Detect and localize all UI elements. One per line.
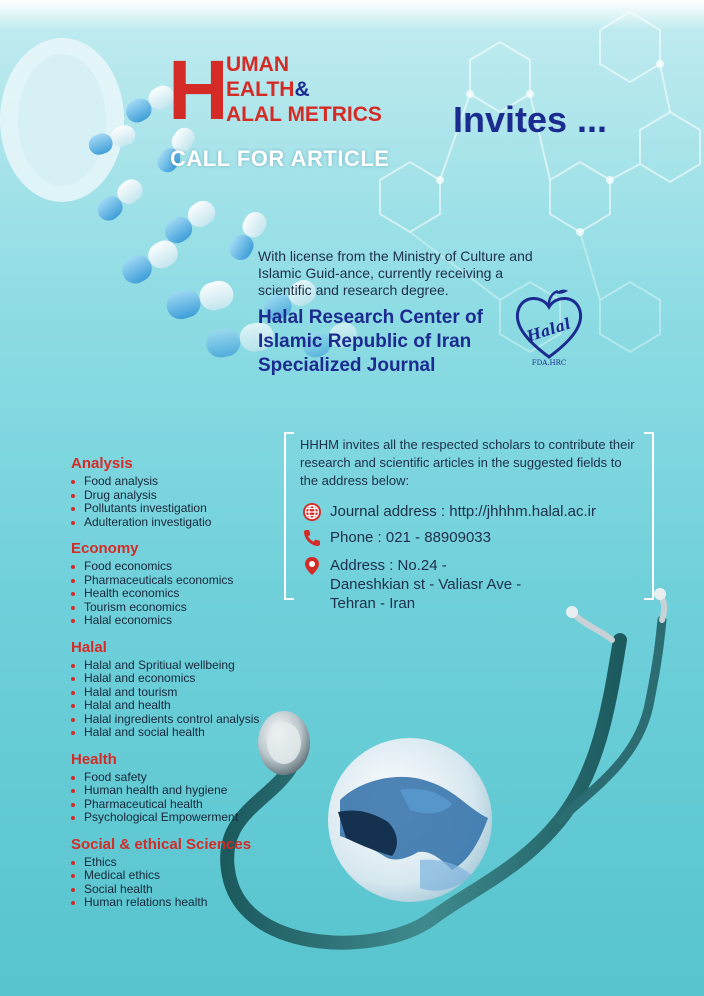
category-items	[60, 856, 300, 910]
phone-row	[302, 528, 491, 550]
list-item: Food analysis	[60, 475, 300, 489]
list-item: Halal and Spritiual wellbeing	[60, 659, 300, 673]
list-item: Pollutants investigation	[60, 502, 300, 516]
list-item: Human health and hygiene	[60, 784, 300, 798]
invitation-box	[284, 432, 654, 612]
category-title: Halal	[71, 638, 107, 656]
masthead-big-letter: H	[168, 43, 229, 137]
location-pin-icon	[302, 556, 322, 576]
list-item: Halal and social health	[60, 726, 300, 740]
list-item: Social health	[60, 883, 300, 897]
list-item: Halal and tourism	[60, 686, 300, 700]
journal-url-link[interactable]: http://jhhhm.halal.ac.ir	[449, 503, 596, 520]
list-item: Halal and health	[60, 699, 300, 713]
list-item: Halal and economics	[60, 672, 300, 686]
list-item: Food economics	[60, 560, 300, 574]
list-item: Pharmaceutical health	[60, 798, 300, 812]
license-text: With license from the Ministry of Culture and Islamic Guid-ance, currently receiving a scientific and research degree.	[258, 248, 533, 298]
phone-icon	[302, 528, 322, 548]
category-health	[60, 751, 300, 825]
masthead-line-1: UMAN	[226, 53, 289, 76]
masthead-ampersand: &	[294, 78, 310, 101]
category-items	[60, 659, 300, 740]
list-item: Ethics	[60, 856, 300, 870]
category-title: Health	[71, 750, 117, 768]
category-items	[60, 771, 300, 825]
list-item: Food safety	[60, 771, 300, 785]
category-title: Economy	[71, 540, 139, 557]
list-item: Human relations health	[60, 896, 300, 910]
logo-word: Halal	[524, 314, 573, 346]
right-bracket	[644, 432, 654, 600]
category-title: Analysis	[71, 455, 133, 472]
list-item: Tourism economics	[60, 601, 300, 615]
phone-number: Phone : 021 - 88909033	[330, 529, 491, 546]
category-social-ethical	[60, 836, 300, 910]
suggested-fields	[60, 455, 300, 921]
invitation-text: HHHM invites all the respected scholars to contribute their research and scientific articles in the suggested fields to the address below:	[300, 437, 635, 488]
list-item: Adulteration investigatio	[60, 516, 300, 530]
globe-icon	[302, 502, 322, 522]
category-economy	[60, 540, 300, 628]
invites-heading: Invites ...	[453, 99, 608, 140]
research-center-name: Halal Research Center of Islamic Republic of Iran Specialized Journal	[258, 307, 483, 376]
masthead-line-2	[226, 79, 310, 101]
masthead-line-3: ALAL METRICS	[226, 103, 382, 126]
address-row	[302, 556, 530, 612]
masthead-health: EALTH	[226, 78, 295, 101]
call-for-article: CALL FOR ARTICLE	[170, 146, 390, 171]
list-item: Pharmaceuticals economics	[60, 574, 300, 588]
category-analysis	[60, 455, 300, 529]
list-item: Medical ethics	[60, 869, 300, 883]
list-item: Psychological Empowerment	[60, 811, 300, 825]
logo-caption: FDA.HRC	[531, 359, 567, 367]
top-fade	[0, 0, 704, 30]
category-items	[60, 560, 300, 628]
category-halal	[60, 639, 300, 740]
category-items	[60, 475, 300, 529]
journal-masthead	[168, 43, 608, 140]
list-item: Halal ingredients control analysis	[60, 713, 300, 727]
list-item: Halal economics	[60, 614, 300, 628]
postal-address: Address : No.24 - Daneshkian st - Valiasr Ave - Tehran - Iran	[330, 557, 522, 612]
journal-address-label: Journal address :	[330, 503, 446, 520]
journal-address-row	[302, 502, 596, 524]
halal-heart-icon	[512, 287, 586, 367]
list-item: Health economics	[60, 587, 300, 601]
halal-heart-logo	[512, 287, 586, 367]
category-title: Social & ethical Sciences	[71, 835, 252, 853]
list-item: Drug analysis	[60, 489, 300, 503]
